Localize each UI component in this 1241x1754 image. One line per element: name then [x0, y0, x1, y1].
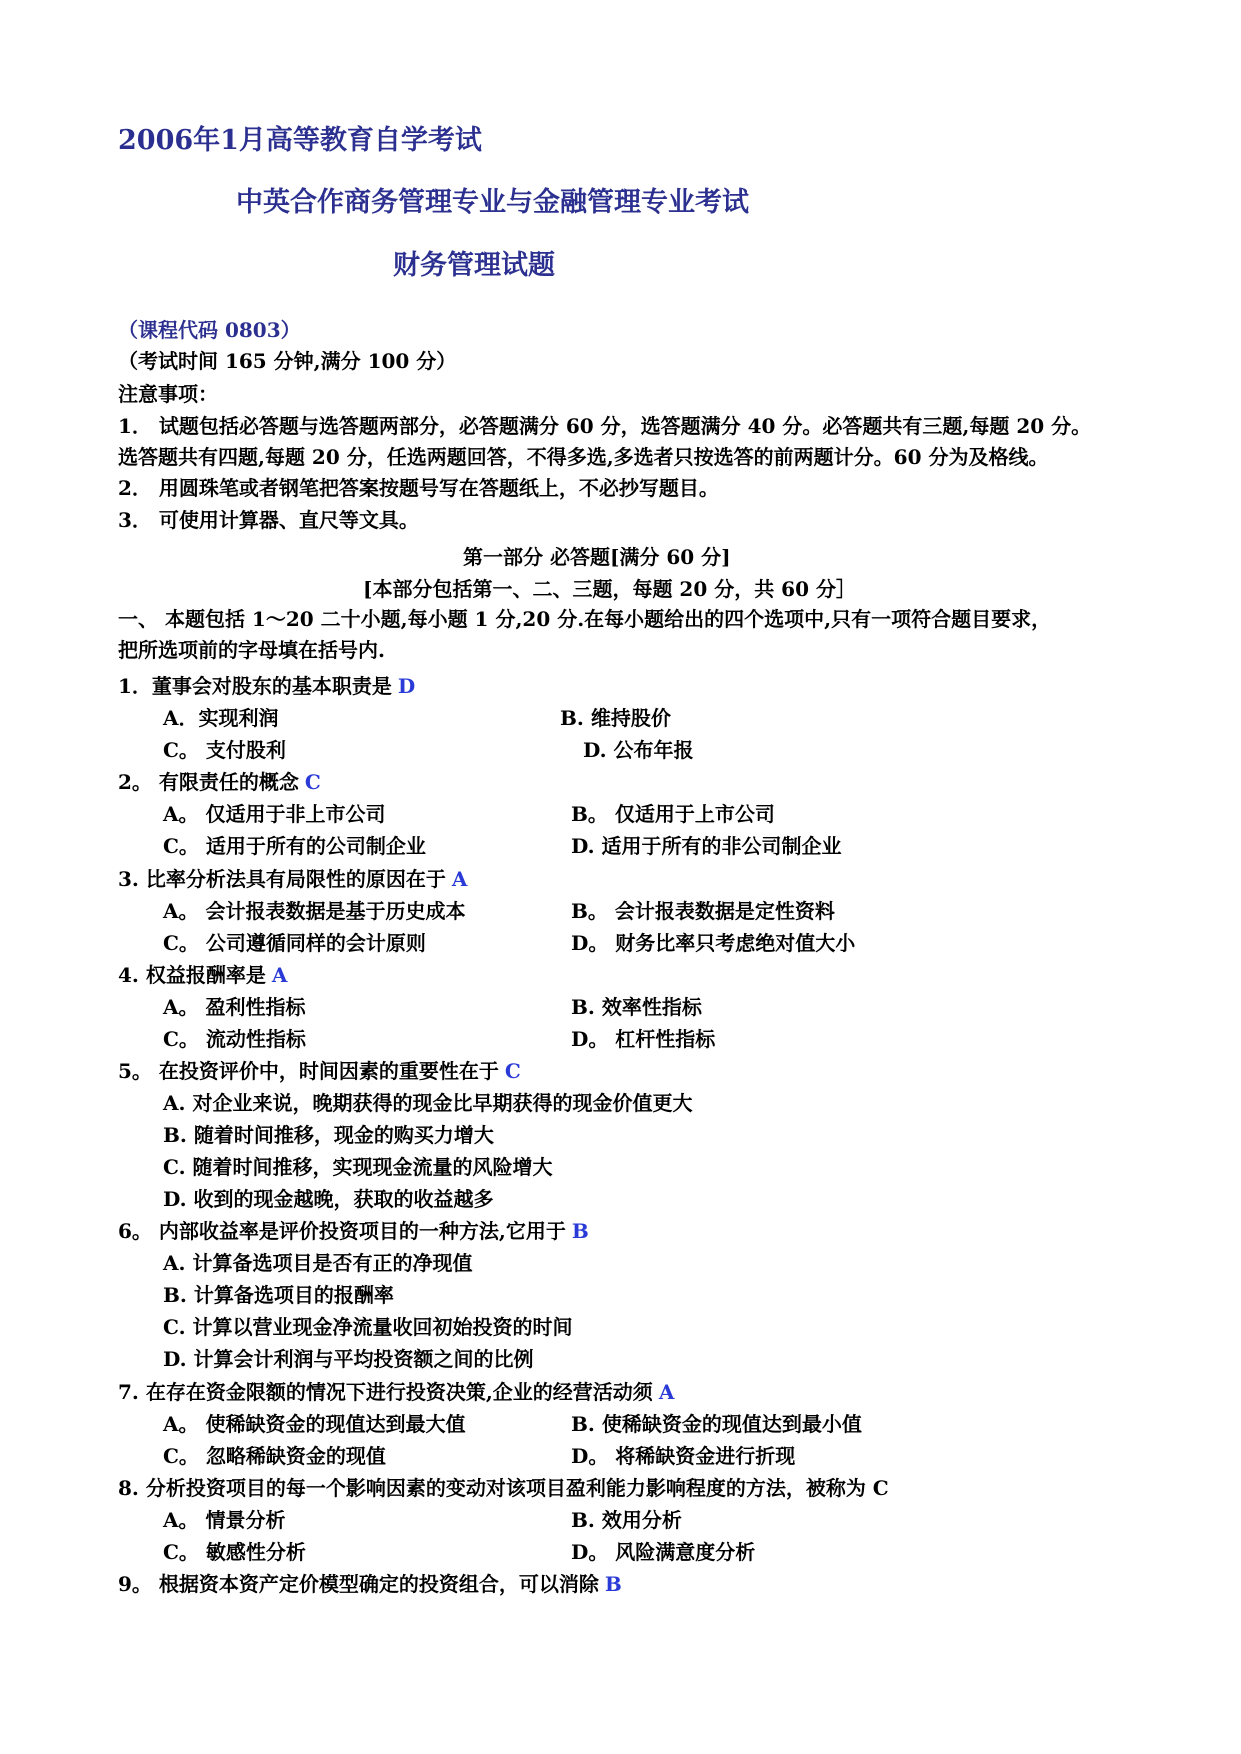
option-d: D. 计算会计利润与平均投资额之间的比例 [163, 1347, 534, 1371]
question-stem: 9。 根据资本资产定价模型确定的投资组合，可以消除 [118, 1572, 599, 1596]
part1-subheading: [本部分包括第一、二、三题，每题 20 分，共 60 分］ [363, 577, 856, 601]
notice-heading: 注意事项： [118, 382, 218, 406]
option-d: D. 公布年报 [583, 738, 694, 762]
notice-item-1-cont: 选答题共有四题,每题 20 分，任选两题回答，不得多选,多选者只按选答的前两题计分。60 分为及格线。 [118, 445, 1049, 469]
option-a: A. 对企业来说，晚期获得的现金比早期获得的现金价值更大 [163, 1091, 693, 1115]
question-stem: 6。 内部收益率是评价投资项目的一种方法,它用于 [118, 1219, 566, 1243]
option-c: C。 敏感性分析 [163, 1540, 306, 1564]
option-d: D。 杠杆性指标 [571, 1027, 716, 1051]
question-stem: 7. 在存在资金限额的情况下进行投资决策,企业的经营活动须 [118, 1380, 653, 1404]
question-4 [118, 959, 287, 988]
exam-time: （考试时间 165 分钟,满分 100 分） [118, 349, 457, 373]
option-b: B. 维持股价 [560, 706, 671, 730]
option-c: C。 公司遵循同样的会计原则 [163, 931, 426, 955]
part1-intro: 一、 本题包括 1～20 二十小题,每小题 1 分,20 分.在每小题给出的四个选项中,只有一项符合题目要求， [118, 607, 1052, 631]
option-c: C。 流动性指标 [163, 1027, 306, 1051]
option-d: D. 适用于所有的非公司制企业 [571, 834, 842, 858]
question-9 [118, 1568, 622, 1597]
question-stem: 8. 分析投资项目的每一个影响因素的变动对该项目盈利能力影响程度的方法，被称为 C [118, 1476, 889, 1500]
option-d: D。 将稀缺资金进行折现 [571, 1444, 796, 1468]
question-stem: 5。 在投资评价中，时间因素的重要性在于 [118, 1059, 499, 1083]
answer-key: B [571, 1219, 589, 1243]
option-c: C。 支付股利 [163, 738, 286, 762]
answer-key: B [604, 1572, 622, 1596]
question-6 [118, 1215, 589, 1244]
option-c: C. 随着时间推移，实现现金流量的风险增大 [163, 1155, 553, 1179]
question-stem: 2。 有限责任的概念 [118, 770, 299, 794]
question-2 [118, 766, 321, 795]
part1-intro-cont: 把所选项前的字母填在括号内. [118, 638, 385, 662]
answer-key: A [451, 867, 468, 891]
question-stem: 4. 权益报酬率是 [118, 963, 266, 987]
exam-title-line3: 财务管理试题 [393, 250, 555, 281]
option-b: B. 效用分析 [571, 1508, 682, 1532]
part1-heading: 第一部分 必答题[满分 60 分] [463, 545, 731, 569]
option-d: D. 收到的现金越晚，获取的收益越多 [163, 1187, 494, 1211]
question-stem: 1．董事会对股东的基本职责是 [118, 674, 392, 698]
question-5 [118, 1055, 521, 1084]
question-8 [118, 1472, 889, 1501]
answer-key: A [658, 1380, 675, 1404]
course-code: （课程代码 0803） [118, 318, 301, 342]
answer-key: D [397, 674, 416, 698]
exam-title-line1: 2006年1月高等教育自学考试 [118, 125, 482, 156]
option-c: C。 忽略稀缺资金的现值 [163, 1444, 386, 1468]
option-b: B. 计算备选项目的报酬率 [163, 1283, 394, 1307]
option-a: A。 使稀缺资金的现值达到最大值 [163, 1412, 466, 1436]
option-c: C. 计算以营业现金净流量收回初始投资的时间 [163, 1315, 573, 1339]
option-a: A。 仅适用于非上市公司 [163, 802, 386, 826]
option-b: B。 会计报表数据是定性资料 [571, 899, 835, 923]
exam-title-line2: 中英合作商务管理专业与金融管理专业考试 [236, 187, 749, 218]
question-stem: 3. 比率分析法具有局限性的原因在于 [118, 867, 446, 891]
question-1 [118, 670, 415, 699]
option-a: A。 情景分析 [163, 1508, 286, 1532]
option-b: B. 使稀缺资金的现值达到最小值 [571, 1412, 862, 1436]
question-3 [118, 863, 467, 892]
option-a: A。 盈利性指标 [163, 995, 306, 1019]
notice-item-3: 3． 可使用计算器、直尺等文具。 [118, 508, 419, 532]
option-a: A。 会计报表数据是基于历史成本 [163, 899, 466, 923]
answer-key: A [271, 963, 288, 987]
question-7 [118, 1376, 674, 1405]
notice-item-1: 1． 试题包括必答题与选答题两部分，必答题满分 60 分，选答题满分 40 分。必答题共有三题,每题 20 分。 [118, 414, 1092, 438]
answer-key: C [504, 1059, 521, 1083]
option-d: D。 风险满意度分析 [571, 1540, 756, 1564]
option-c: C。 适用于所有的公司制企业 [163, 834, 426, 858]
option-b: B. 效率性指标 [571, 995, 702, 1019]
answer-key: C [304, 770, 321, 794]
option-b: B。 仅适用于上市公司 [571, 802, 775, 826]
option-d: D。 财务比率只考虑绝对值大小 [571, 931, 856, 955]
option-b: B. 随着时间推移，现金的购买力增大 [163, 1123, 494, 1147]
notice-item-2: 2． 用圆珠笔或者钢笔把答案按题号写在答题纸上，不必抄写题目。 [118, 476, 719, 500]
option-a: A．实现利润 [163, 706, 279, 730]
option-a: A. 计算备选项目是否有正的净现值 [163, 1251, 473, 1275]
